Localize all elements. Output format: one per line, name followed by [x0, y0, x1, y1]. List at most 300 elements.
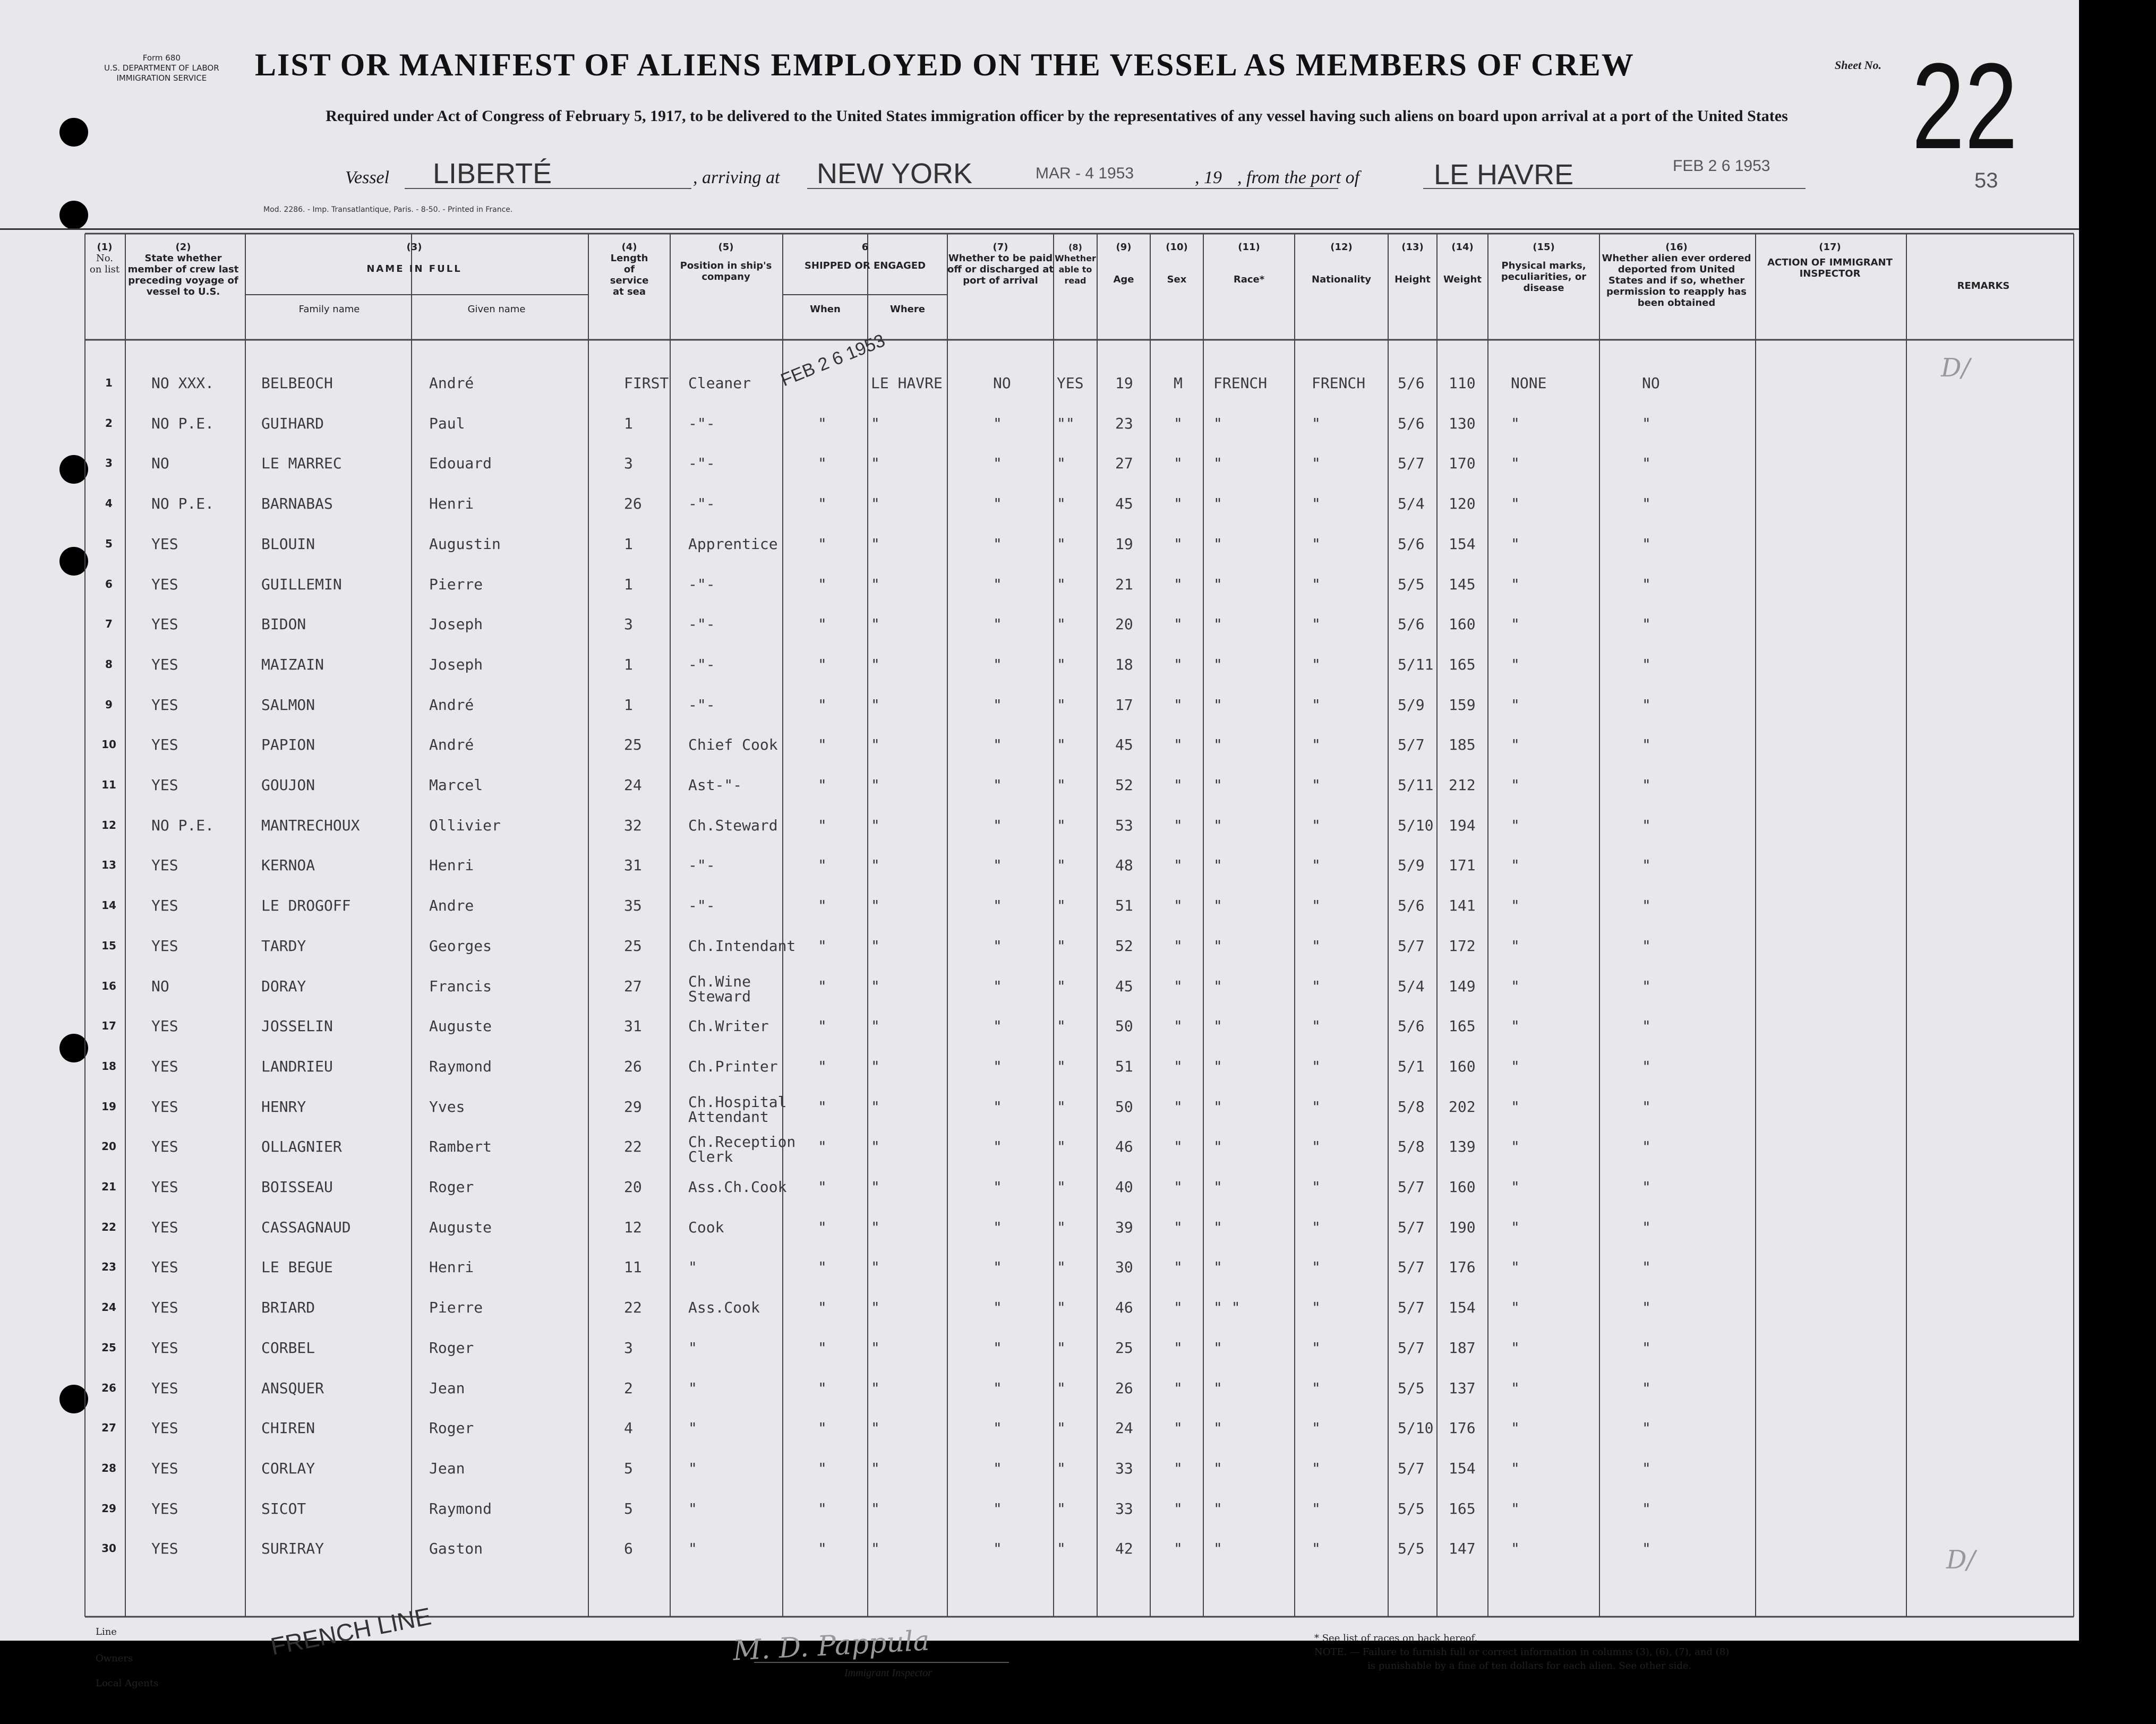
cell-age: 45 — [1115, 736, 1133, 754]
cell-height: 5/10 — [1398, 1419, 1434, 1437]
cell-race: " — [1213, 1459, 1222, 1477]
cell-race: " — [1213, 414, 1222, 432]
cell-given: Pierre — [429, 575, 483, 593]
cell-prev: YES — [151, 1339, 178, 1357]
cell-service: 31 — [624, 856, 642, 874]
cell-where: " — [871, 454, 880, 473]
cell-when: " — [818, 495, 827, 513]
cell-position: " — [688, 1459, 697, 1477]
footer-owners-label: Owners — [96, 1653, 133, 1664]
note-label: NOTE. — [1314, 1646, 1347, 1658]
cell-race: " — [1213, 1379, 1222, 1397]
cell-sex: " — [1174, 575, 1183, 593]
cell-position: " — [688, 1339, 697, 1357]
cell-where: " — [871, 1017, 880, 1035]
form-service: IMMIGRATION SERVICE — [116, 73, 207, 83]
cell-family: SICOT — [261, 1499, 306, 1517]
cell-paid: " — [993, 776, 1002, 794]
cell-age: 21 — [1115, 575, 1133, 593]
header-col-16: (16) Whether alien ever ordered deported from United States and if so, whether permission to reapply has been obtained — [1602, 242, 1751, 308]
cell-deported: " — [1642, 897, 1651, 915]
cell-position: Chief Cook — [688, 736, 778, 754]
cell-given: Auguste — [429, 1017, 492, 1035]
cell-paid: " — [993, 1218, 1002, 1236]
cell-nat: " — [1312, 615, 1321, 633]
row-number: 15 — [101, 939, 116, 952]
cell-age: 53 — [1115, 816, 1133, 834]
header-col-17: (17) ACTION OF IMMIGRANT INSPECTOR — [1767, 242, 1893, 279]
cell-where: " — [871, 1097, 880, 1116]
cell-family: LE MARREC — [261, 454, 342, 473]
cell-when: " — [818, 1540, 827, 1558]
cell-deported: " — [1642, 1299, 1651, 1317]
cell-prev: YES — [151, 1499, 178, 1517]
cell-nat: " — [1312, 1057, 1321, 1075]
cell-when: " — [818, 1138, 827, 1156]
cell-where: " — [871, 1057, 880, 1075]
cell-prev: NO P.E. — [151, 495, 215, 513]
header-col-13: (13) Height — [1394, 242, 1431, 285]
arriving-label: , arriving at — [693, 168, 780, 187]
cell-read: " — [1057, 696, 1066, 714]
cell-prev: YES — [151, 655, 178, 673]
cell-age: 45 — [1115, 977, 1133, 995]
cell-when: " — [818, 696, 827, 714]
cell-deported: " — [1642, 1178, 1651, 1196]
cell-nat: " — [1312, 897, 1321, 915]
cell-weight: 110 — [1449, 374, 1476, 392]
cell-race: " " — [1213, 1299, 1240, 1317]
cell-nat: " — [1312, 1379, 1321, 1397]
cell-paid: " — [993, 1299, 1002, 1317]
cell-paid: " — [993, 1499, 1002, 1517]
received-date-stamp: FEB 2 6 1953 — [1673, 157, 1770, 175]
cell-height: 5/7 — [1398, 1299, 1425, 1317]
cell-when: " — [818, 1258, 827, 1276]
row-number: 11 — [101, 778, 116, 791]
cell-position: Ch.Writer — [688, 1017, 769, 1035]
cell-height: 5/5 — [1398, 1499, 1425, 1517]
cell-nat: " — [1312, 495, 1321, 513]
row-number: 28 — [101, 1461, 116, 1474]
cell-position: -"- — [688, 454, 715, 473]
cell-read: " — [1057, 575, 1066, 593]
cell-where: LE HAVRE — [871, 374, 943, 392]
row-number: 29 — [101, 1502, 116, 1515]
cell-prev: YES — [151, 1057, 178, 1075]
footer-line-label: Line — [96, 1626, 117, 1637]
cell-when: " — [818, 1459, 827, 1477]
cell-family: JOSSELIN — [261, 1017, 333, 1035]
cell-deported: " — [1642, 1057, 1651, 1075]
cell-where: " — [871, 1379, 880, 1397]
cell-weight: 145 — [1449, 575, 1476, 593]
cell-deported: " — [1642, 1419, 1651, 1437]
cell-nat: " — [1312, 1138, 1321, 1156]
cell-paid: " — [993, 1178, 1002, 1196]
cell-race: " — [1213, 575, 1222, 593]
cell-deported: " — [1642, 1017, 1651, 1035]
cell-where: " — [871, 977, 880, 995]
cell-nat: " — [1312, 1540, 1321, 1558]
cell-position: Cleaner — [688, 374, 751, 392]
cell-when: " — [818, 1299, 827, 1317]
cell-nat: " — [1312, 736, 1321, 754]
cell-nat: " — [1312, 1339, 1321, 1357]
cell-age: 46 — [1115, 1299, 1133, 1317]
cell-when: " — [818, 736, 827, 754]
cell-height: 5/8 — [1398, 1138, 1425, 1156]
row-number: 4 — [105, 497, 113, 510]
cell-when: " — [818, 615, 827, 633]
cell-family: GOUJON — [261, 776, 315, 794]
cell-marks: " — [1511, 1178, 1520, 1196]
cell-when: " — [818, 454, 827, 473]
cell-position: " — [688, 1540, 697, 1558]
cell-weight: 149 — [1449, 977, 1476, 995]
cell-position: -"- — [688, 655, 715, 673]
cell-marks: " — [1511, 1459, 1520, 1477]
cell-service: 11 — [624, 1258, 642, 1276]
row-number: 23 — [101, 1260, 116, 1274]
cell-read: " — [1057, 495, 1066, 513]
row-number: 27 — [101, 1421, 116, 1435]
cell-position: -"- — [688, 615, 715, 633]
cell-paid: " — [993, 1017, 1002, 1035]
cell-height: 5/9 — [1398, 696, 1425, 714]
cell-race: " — [1213, 615, 1222, 633]
cell-position: " — [688, 1258, 697, 1276]
cell-service: 24 — [624, 776, 642, 794]
cell-deported: " — [1642, 1540, 1651, 1558]
cell-paid: " — [993, 615, 1002, 633]
cell-sex: " — [1174, 1299, 1183, 1317]
row-date-stamp: FEB 2 6 1953 — [778, 330, 888, 391]
cell-service: 1 — [624, 655, 633, 673]
header-when: When — [810, 304, 841, 315]
cell-marks: " — [1511, 575, 1520, 593]
cell-marks: " — [1511, 1138, 1520, 1156]
cell-sex: " — [1174, 1017, 1183, 1035]
cell-service: 27 — [624, 977, 642, 995]
cell-paid: " — [993, 1057, 1002, 1075]
cell-prev: NO P.E. — [151, 816, 215, 834]
cell-where: " — [871, 937, 880, 955]
cell-given: Raymond — [429, 1499, 492, 1517]
cell-family: BOISSEAU — [261, 1178, 333, 1196]
cell-prev: YES — [151, 856, 178, 874]
cell-nat: " — [1312, 1017, 1321, 1035]
cell-deported: " — [1642, 736, 1651, 754]
cell-deported: " — [1642, 1218, 1651, 1236]
cell-position: Ch.Intendant — [688, 937, 796, 955]
cell-read: " — [1057, 615, 1066, 633]
cell-when: " — [818, 816, 827, 834]
cell-nat: " — [1312, 535, 1321, 553]
cell-height: 5/6 — [1398, 897, 1425, 915]
cell-given: Jean — [429, 1459, 465, 1477]
cell-when: " — [818, 1017, 827, 1035]
cell-paid: " — [993, 856, 1002, 874]
header-col-4: (4) Length of service at sea — [610, 242, 649, 297]
cell-sex: " — [1174, 615, 1183, 633]
cell-when: " — [818, 655, 827, 673]
cell-marks: " — [1511, 696, 1520, 714]
cell-age: 40 — [1115, 1178, 1133, 1196]
cell-service: 6 — [624, 1540, 633, 1558]
cell-nat: " — [1312, 937, 1321, 955]
row-number: 30 — [101, 1542, 116, 1555]
cell-weight: 137 — [1449, 1379, 1476, 1397]
cell-position: Ch.Printer — [688, 1057, 778, 1075]
cell-weight: 171 — [1449, 856, 1476, 874]
cell-when: " — [818, 1178, 827, 1196]
cell-family: LE DROGOFF — [261, 897, 351, 915]
printer-imprint: Mod. 2286. - Imp. Transatlantique, Paris. - 8-50. - Printed in France. — [263, 205, 513, 214]
cell-nat: " — [1312, 776, 1321, 794]
cell-where: " — [871, 897, 880, 915]
cell-weight: 160 — [1449, 1057, 1476, 1075]
cell-prev: YES — [151, 1459, 178, 1477]
cell-sex: " — [1174, 495, 1183, 513]
cell-race: " — [1213, 977, 1222, 995]
cell-race: " — [1213, 897, 1222, 915]
row-number: 18 — [101, 1059, 116, 1073]
cell-prev: YES — [151, 897, 178, 915]
arriving-port: NEW YORK — [817, 158, 973, 190]
cell-service: 29 — [624, 1097, 642, 1116]
cell-family: TARDY — [261, 937, 306, 955]
cell-when: " — [818, 1499, 827, 1517]
row-number: 25 — [101, 1341, 116, 1354]
cell-family: DORAY — [261, 977, 306, 995]
cell-age: 51 — [1115, 1057, 1133, 1075]
cell-prev: YES — [151, 1138, 178, 1156]
row-number: 8 — [105, 657, 113, 671]
cell-race: " — [1213, 937, 1222, 955]
cell-age: 19 — [1115, 374, 1133, 392]
row-number: 22 — [101, 1220, 116, 1233]
cell-family: CASSAGNAUD — [261, 1218, 351, 1236]
cell-sex: " — [1174, 1540, 1183, 1558]
cell-read: " — [1057, 1419, 1066, 1437]
cell-marks: " — [1511, 1017, 1520, 1035]
cell-given: Gaston — [429, 1540, 483, 1558]
cell-height: 5/4 — [1398, 495, 1425, 513]
cell-weight: 202 — [1449, 1097, 1476, 1116]
cell-family: BIDON — [261, 615, 306, 633]
cell-where: " — [871, 1540, 880, 1558]
cell-nat: " — [1312, 1178, 1321, 1196]
cell-where: " — [871, 816, 880, 834]
cell-age: 30 — [1115, 1258, 1133, 1276]
cell-race: " — [1213, 1499, 1222, 1517]
cell-read: " — [1057, 1379, 1066, 1397]
header-col-11: (11) Race* — [1233, 242, 1265, 285]
row-number: 3 — [105, 457, 113, 470]
row-number: 17 — [101, 1019, 116, 1033]
cell-given: Joseph — [429, 655, 483, 673]
cell-prev: YES — [151, 937, 178, 955]
header-col-8: (8) Whether able to read — [1055, 242, 1096, 286]
cell-read: " — [1057, 1097, 1066, 1116]
cell-prev: YES — [151, 615, 178, 633]
cell-weight: 194 — [1449, 816, 1476, 834]
cell-nat: " — [1312, 856, 1321, 874]
header-col-3: (3) NAME IN FULL — [366, 242, 462, 275]
cell-marks: " — [1511, 1419, 1520, 1437]
cell-age: 27 — [1115, 454, 1133, 473]
cell-when: " — [818, 414, 827, 432]
cell-nat: " — [1312, 1097, 1321, 1116]
page-title: LIST OR MANIFEST OF ALIENS EMPLOYED ON THE VESSEL AS MEMBERS OF CREW — [255, 47, 1635, 82]
cell-position: Ast-"- — [688, 776, 742, 794]
cell-deported: " — [1642, 937, 1651, 955]
cell-prev: YES — [151, 1017, 178, 1035]
cell-age: 33 — [1115, 1499, 1133, 1517]
cell-sex: " — [1174, 1339, 1183, 1357]
header-family-name: Family name — [298, 304, 360, 315]
row-number: 5 — [105, 537, 113, 550]
cell-sex: " — [1174, 1138, 1183, 1156]
cell-where: " — [871, 495, 880, 513]
cell-read: " — [1057, 1459, 1066, 1477]
cell-deported: " — [1642, 696, 1651, 714]
cell-service: 32 — [624, 816, 642, 834]
cell-age: 23 — [1115, 414, 1133, 432]
cell-where: " — [871, 1258, 880, 1276]
cell-where: " — [871, 1339, 880, 1357]
note-text: — Failure to furnish full or correct information in columns (3), (6), (7), and (8) — [1350, 1646, 1730, 1658]
cell-when: " — [818, 1379, 827, 1397]
sheet-number: 22 — [1912, 38, 2018, 174]
cell-weight: 185 — [1449, 736, 1476, 754]
cell-prev: NO — [151, 454, 169, 473]
cell-race: " — [1213, 495, 1222, 513]
cell-height: 5/6 — [1398, 414, 1425, 432]
cell-race: " — [1213, 454, 1222, 473]
row-number: 16 — [101, 979, 116, 992]
cell-nat: " — [1312, 696, 1321, 714]
vessel-name: LIBERTÉ — [433, 158, 552, 190]
cell-when: " — [818, 535, 827, 553]
row-number: 21 — [101, 1180, 116, 1193]
cell-given: Rambert — [429, 1138, 492, 1156]
row-number: 1 — [105, 376, 113, 389]
cell-given: André — [429, 374, 474, 392]
cell-given: Georges — [429, 937, 492, 955]
cell-where: " — [871, 615, 880, 633]
cell-position: -"- — [688, 696, 715, 714]
cell-sex: " — [1174, 454, 1183, 473]
cell-deported: " — [1642, 535, 1651, 553]
cell-prev: YES — [151, 1097, 178, 1116]
cell-deported: " — [1642, 856, 1651, 874]
cell-given: Marcel — [429, 776, 483, 794]
cell-prev: NO XXX. — [151, 374, 215, 392]
cell-where: " — [871, 1299, 880, 1317]
cell-marks: " — [1511, 414, 1520, 432]
cell-age: 52 — [1115, 776, 1133, 794]
cell-family: BELBEOCH — [261, 374, 333, 392]
cell-race: " — [1213, 736, 1222, 754]
cell-race: " — [1213, 535, 1222, 553]
header-col-14: (14) Weight — [1443, 242, 1482, 285]
cell-paid: " — [993, 736, 1002, 754]
cell-weight: 154 — [1449, 535, 1476, 553]
cell-marks: " — [1511, 1299, 1520, 1317]
cell-position: Ch.Steward — [688, 816, 778, 834]
cell-age: 20 — [1115, 615, 1133, 633]
cell-deported: " — [1642, 575, 1651, 593]
cell-race: " — [1213, 856, 1222, 874]
cell-read: " — [1057, 454, 1066, 473]
inspector-signature: M. D. Pappula — [732, 1625, 930, 1667]
cell-given: Henri — [429, 495, 474, 513]
cell-race: FRENCH — [1213, 374, 1268, 392]
cell-paid: " — [993, 1540, 1002, 1558]
cell-when: " — [818, 1339, 827, 1357]
cell-paid: " — [993, 897, 1002, 915]
cell-race: " — [1213, 655, 1222, 673]
cell-when: " — [818, 1097, 827, 1116]
cell-age: 51 — [1115, 897, 1133, 915]
cell-when: " — [818, 575, 827, 593]
cell-sex: " — [1174, 816, 1183, 834]
footer-notes — [1314, 1632, 1729, 1673]
cell-weight: 160 — [1449, 1178, 1476, 1196]
cell-nat: " — [1312, 1499, 1321, 1517]
cell-prev: YES — [151, 696, 178, 714]
cell-family: CORLAY — [261, 1459, 315, 1477]
cell-weight: 176 — [1449, 1419, 1476, 1437]
row-number: 26 — [101, 1381, 116, 1394]
form-department: U.S. DEPARTMENT OF LABOR — [104, 63, 219, 73]
cell-given: Roger — [429, 1178, 474, 1196]
cell-weight: 130 — [1449, 414, 1476, 432]
french-line-stamp: FRENCH LINE — [268, 1602, 434, 1661]
cell-where: " — [871, 736, 880, 754]
cell-given: Edouard — [429, 454, 492, 473]
cell-service: 26 — [624, 1057, 642, 1075]
cell-given: Jean — [429, 1379, 465, 1397]
cell-when: " — [818, 897, 827, 915]
cell-family: GUIHARD — [261, 414, 324, 432]
row-number: 6 — [105, 577, 113, 590]
cell-marks: " — [1511, 1057, 1520, 1075]
cell-prev: YES — [151, 1258, 178, 1276]
cell-paid: " — [993, 977, 1002, 995]
cell-prev: NO — [151, 977, 169, 995]
cell-marks: " — [1511, 495, 1520, 513]
cell-position: -"- — [688, 414, 715, 432]
cell-service: 25 — [624, 736, 642, 754]
cell-service: 5 — [624, 1499, 633, 1517]
cell-marks: " — [1511, 897, 1520, 915]
cell-paid: NO — [993, 374, 1011, 392]
row-number: 24 — [101, 1301, 116, 1314]
cell-position: -"- — [688, 897, 715, 915]
cell-read: "" — [1057, 414, 1075, 432]
header-col-2: (2) State whether member of crew last preceding voyage of vessel to U.S. — [127, 242, 239, 297]
cell-marks: " — [1511, 937, 1520, 955]
cell-read: " — [1057, 736, 1066, 754]
cell-height: 5/6 — [1398, 615, 1425, 633]
cell-where: " — [871, 414, 880, 432]
cell-height: 5/5 — [1398, 575, 1425, 593]
cell-deported: " — [1642, 495, 1651, 513]
cell-read: " — [1057, 1299, 1066, 1317]
